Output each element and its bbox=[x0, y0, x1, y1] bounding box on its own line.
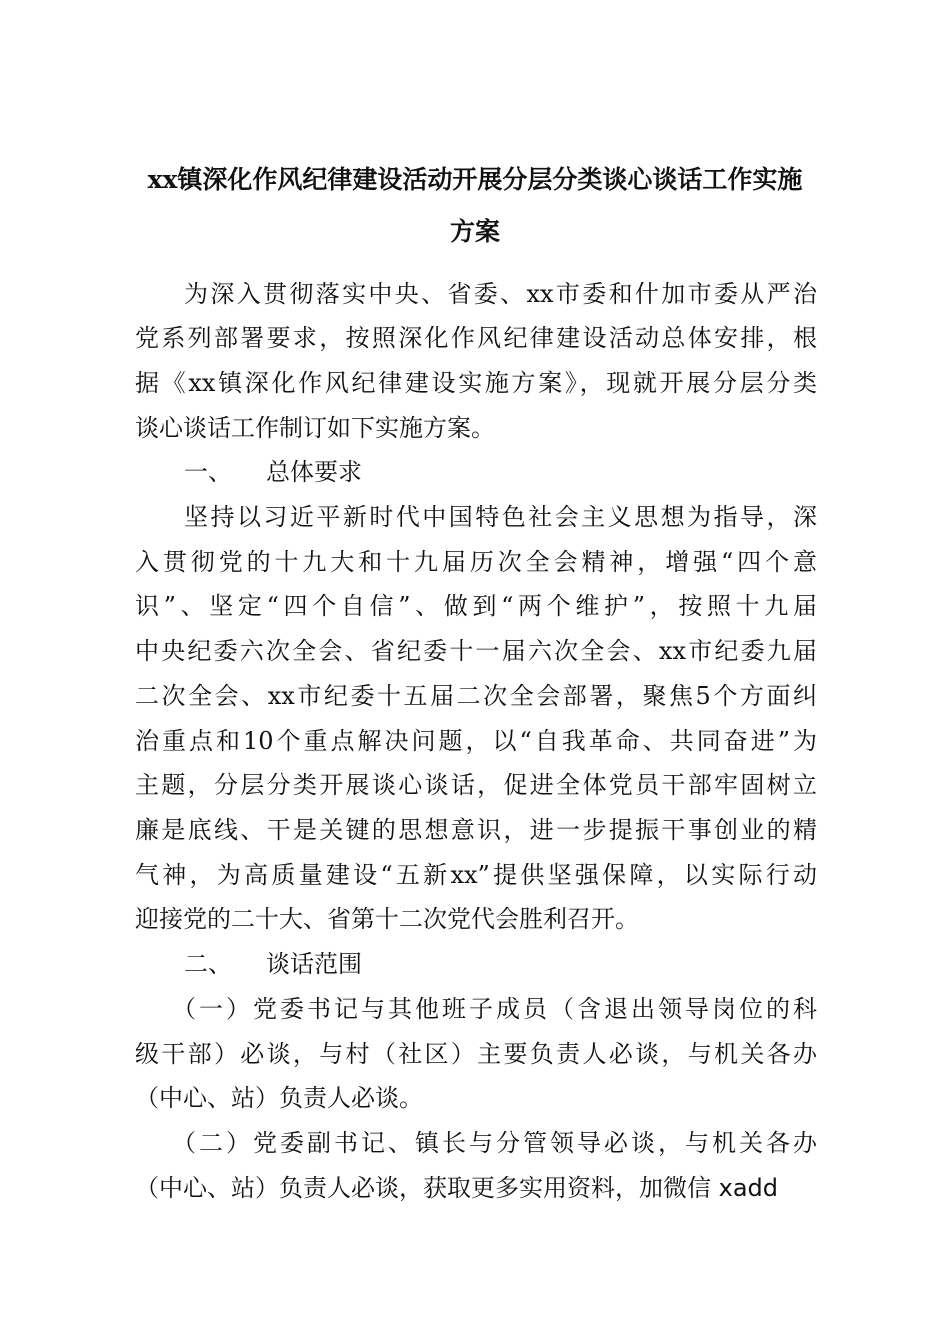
section-2-para-2-line-1: （二）党委副书记、镇长与分管领导必谈，与机关各办 bbox=[172, 1129, 817, 1157]
section-1-heading bbox=[184, 457, 362, 487]
section-1-line-6: 治重点和10个重点解决问题，以“自我革命、共同奋进”为 bbox=[135, 727, 817, 755]
section-1-line-2: 入贯彻党的十九大和十九届历次全会精神，增强“四个意 bbox=[135, 548, 817, 576]
section-1-number: 一、 bbox=[184, 458, 232, 486]
section-1-line-9: 气神，为高质量建设“五新xx”提供坚强保障，以实际行动 bbox=[135, 861, 817, 889]
section-1-line-3: 识”、坚定“四个自信”、做到“两个维护”，按照十九届 bbox=[135, 592, 817, 620]
section-2-para-1-line-2: 级干部）必谈，与村（社区）主要负责人必谈，与机关各办 bbox=[135, 1040, 817, 1068]
section-2-para-2-text: （中心、站）负责人必谈， bbox=[135, 1174, 423, 1202]
section-1-title: 总体要求 bbox=[266, 458, 362, 486]
section-1-line-1: 坚持以习近平新时代中国特色社会主义思想为指导，深 bbox=[184, 503, 817, 531]
section-2-title: 谈话范围 bbox=[266, 950, 362, 978]
section-1-line-4: 中央纪委六次全会、省纪委十一届六次全会、xx市纪委九届 bbox=[135, 637, 817, 665]
intro-line-2: 党系列部署要求，按照深化作风纪律建设活动总体安排，根 bbox=[135, 324, 817, 352]
section-2-para-1-line-3: （中心、站）负责人必谈。 bbox=[135, 1084, 423, 1112]
section-1-line-10: 迎接党的二十大、省第十二次党代会胜利召开。 bbox=[135, 905, 639, 933]
section-1-line-8: 廉是底线、干是关键的思想意识，进一步提振干事创业的精 bbox=[135, 816, 817, 844]
intro-line-4: 谈心谈话工作制订如下实施方案。 bbox=[135, 414, 495, 442]
document-title-line-2: 方案 bbox=[449, 217, 500, 246]
intro-line-1: 为深入贯彻落实中央、省委、xx市委和什加市委从严治 bbox=[184, 280, 817, 308]
section-2-para-1-line-1: （一）党委书记与其他班子成员（含退出领导岗位的科 bbox=[172, 995, 817, 1023]
section-1-line-5: 二次全会、xx市纪委十五届二次全会部署，聚焦5个方面纠 bbox=[135, 682, 817, 710]
document-title-line-1: xx镇深化作风纪律建设活动开展分层分类谈心谈话工作实施 bbox=[147, 165, 803, 194]
intro-line-3: 据《xx镇深化作风纪律建设实施方案》，现就开展分层分类 bbox=[135, 369, 817, 397]
section-2-heading bbox=[184, 949, 362, 979]
section-2-number: 二、 bbox=[184, 950, 232, 978]
section-1-line-7: 主题，分层分类开展谈心谈话，促进全体党员干部牢固树立 bbox=[135, 771, 817, 799]
section-2-para-2-line-2 bbox=[135, 1173, 817, 1203]
promo-text: 获取更多实用资料，加微信 xadd bbox=[423, 1174, 779, 1202]
